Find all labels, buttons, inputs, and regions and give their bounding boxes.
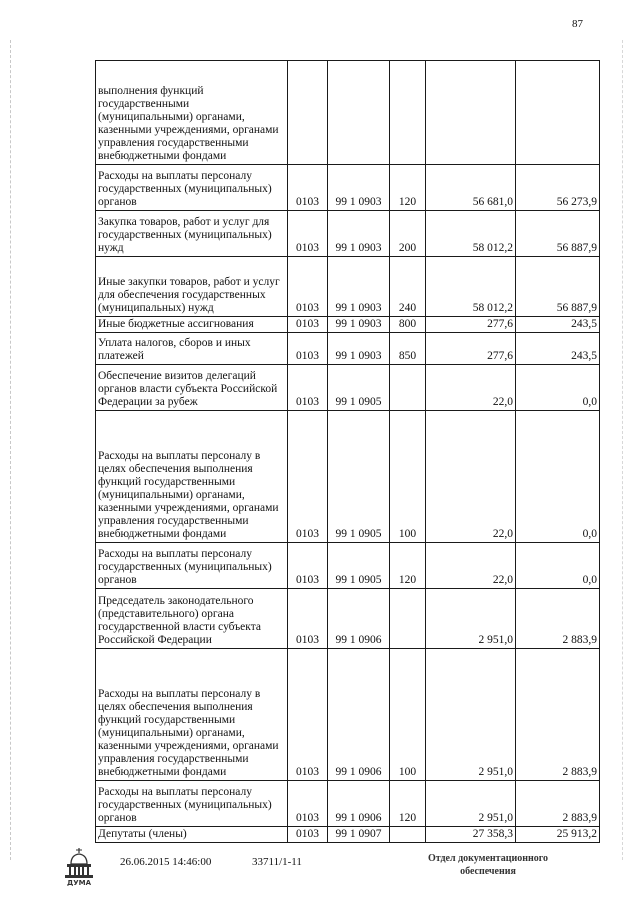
row-article: 99 1 0907 [328, 827, 390, 843]
table-row [96, 827, 600, 843]
row-description: Расходы на выплаты персоналу государственных (муниципальных) органов [96, 165, 288, 211]
row-expense-type [390, 827, 426, 843]
table-row [96, 333, 600, 365]
row-section: 0103 [288, 649, 328, 781]
row-article: 99 1 0905 [328, 365, 390, 411]
row-article: 99 1 0903 [328, 211, 390, 257]
row-description: Расходы на выплаты персоналу государственных (муниципальных) органов [96, 543, 288, 589]
row-section: 0103 [288, 589, 328, 649]
footer-datetime: 26.06.2015 14:46:00 [120, 856, 212, 868]
row-executed-amount: 0,0 [516, 411, 600, 543]
row-description: Расходы на выплаты персоналу государственных (муниципальных) органов [96, 781, 288, 827]
row-description: Обеспечение визитов делегаций органов власти субъекта Российской Федерации за рубеж [96, 365, 288, 411]
row-planned-amount: 277,6 [426, 317, 516, 333]
row-description: Уплата налогов, сборов и иных платежей [96, 333, 288, 365]
row-section: 0103 [288, 317, 328, 333]
row-executed-amount: 0,0 [516, 365, 600, 411]
logo-caption: ДУМА [66, 879, 92, 886]
row-section: 0103 [288, 411, 328, 543]
row-executed-amount: 2 883,9 [516, 649, 600, 781]
scan-edge-left [10, 40, 11, 860]
row-description: Расходы на выплаты персоналу в целях обеспечения выполнения функций государственными (муниципальными) органами, казенными учреждениями, органами управления государственными внебюджетными фондами [96, 411, 288, 543]
row-expense-type: 200 [390, 211, 426, 257]
row-planned-amount: 2 951,0 [426, 781, 516, 827]
row-executed-amount: 243,5 [516, 317, 600, 333]
table-row [96, 365, 600, 411]
row-planned-amount: 2 951,0 [426, 649, 516, 781]
row-section: 0103 [288, 333, 328, 365]
budget-table [95, 60, 600, 843]
row-executed-amount [516, 61, 600, 165]
row-article: 99 1 0905 [328, 411, 390, 543]
row-expense-type: 800 [390, 317, 426, 333]
row-description: Председатель законодательного (представительного) органа государственной власти субъекта Российской Федерации [96, 589, 288, 649]
row-article: 99 1 0903 [328, 317, 390, 333]
row-expense-type [390, 61, 426, 165]
table-row [96, 781, 600, 827]
row-planned-amount [426, 61, 516, 165]
table-row [96, 411, 600, 543]
row-executed-amount: 56 273,9 [516, 165, 600, 211]
row-article: 99 1 0906 [328, 781, 390, 827]
row-expense-type: 120 [390, 543, 426, 589]
row-section: 0103 [288, 827, 328, 843]
footer-department [408, 852, 568, 878]
footer-department-line1: Отдел документационного [427, 853, 549, 864]
row-executed-amount: 2 883,9 [516, 781, 600, 827]
row-description: Депутаты (члены) [96, 827, 288, 843]
row-executed-amount: 243,5 [516, 333, 600, 365]
row-expense-type [390, 589, 426, 649]
row-executed-amount: 56 887,9 [516, 211, 600, 257]
row-executed-amount: 56 887,9 [516, 257, 600, 317]
row-planned-amount: 58 012,2 [426, 211, 516, 257]
footer-department-line2: обеспечения [460, 866, 516, 877]
table-row [96, 589, 600, 649]
row-planned-amount: 56 681,0 [426, 165, 516, 211]
table-row [96, 165, 600, 211]
row-section [288, 61, 328, 165]
table-row [96, 317, 600, 333]
row-expense-type: 120 [390, 781, 426, 827]
footer-document-number: 33711/1-11 [252, 856, 302, 868]
row-planned-amount: 277,6 [426, 333, 516, 365]
row-expense-type [390, 365, 426, 411]
row-expense-type: 120 [390, 165, 426, 211]
row-executed-amount: 0,0 [516, 543, 600, 589]
row-description: Расходы на выплаты персоналу в целях обеспечения выполнения функций государственными (муниципальными) органами, казенными учреждениями, органами управления государственными внебюджетными фондами [96, 649, 288, 781]
row-planned-amount: 22,0 [426, 411, 516, 543]
row-section: 0103 [288, 257, 328, 317]
row-section: 0103 [288, 211, 328, 257]
table-row [96, 211, 600, 257]
row-expense-type: 100 [390, 649, 426, 781]
row-article: 99 1 0903 [328, 333, 390, 365]
row-article: 99 1 0903 [328, 165, 390, 211]
row-planned-amount: 2 951,0 [426, 589, 516, 649]
row-article: 99 1 0906 [328, 649, 390, 781]
table-row [96, 649, 600, 781]
row-planned-amount: 22,0 [426, 543, 516, 589]
scan-edge-right [622, 40, 623, 860]
row-expense-type: 850 [390, 333, 426, 365]
row-expense-type: 240 [390, 257, 426, 317]
row-article: 99 1 0906 [328, 589, 390, 649]
row-description: Иные закупки товаров, работ и услуг для обеспечения государственных (муниципальных) нужд [96, 257, 288, 317]
table-row [96, 61, 600, 165]
row-article: 99 1 0903 [328, 257, 390, 317]
duma-logo-icon [62, 846, 96, 886]
row-article [328, 61, 390, 165]
row-article: 99 1 0905 [328, 543, 390, 589]
row-executed-amount: 25 913,2 [516, 827, 600, 843]
row-section: 0103 [288, 165, 328, 211]
row-description: Закупка товаров, работ и услуг для государственных (муниципальных) нужд [96, 211, 288, 257]
row-section: 0103 [288, 781, 328, 827]
row-section: 0103 [288, 543, 328, 589]
row-expense-type: 100 [390, 411, 426, 543]
row-planned-amount: 27 358,3 [426, 827, 516, 843]
page-number: 87 [572, 18, 583, 30]
row-planned-amount: 22,0 [426, 365, 516, 411]
table-row [96, 257, 600, 317]
table-row [96, 543, 600, 589]
row-executed-amount: 2 883,9 [516, 589, 600, 649]
row-description: выполнения функций государственными (муниципальными) органами, казенными учреждениями, органами управления государственными внебюджетными фондами [96, 61, 288, 165]
row-section: 0103 [288, 365, 328, 411]
row-planned-amount: 58 012,2 [426, 257, 516, 317]
row-description: Иные бюджетные ассигнования [96, 317, 288, 333]
